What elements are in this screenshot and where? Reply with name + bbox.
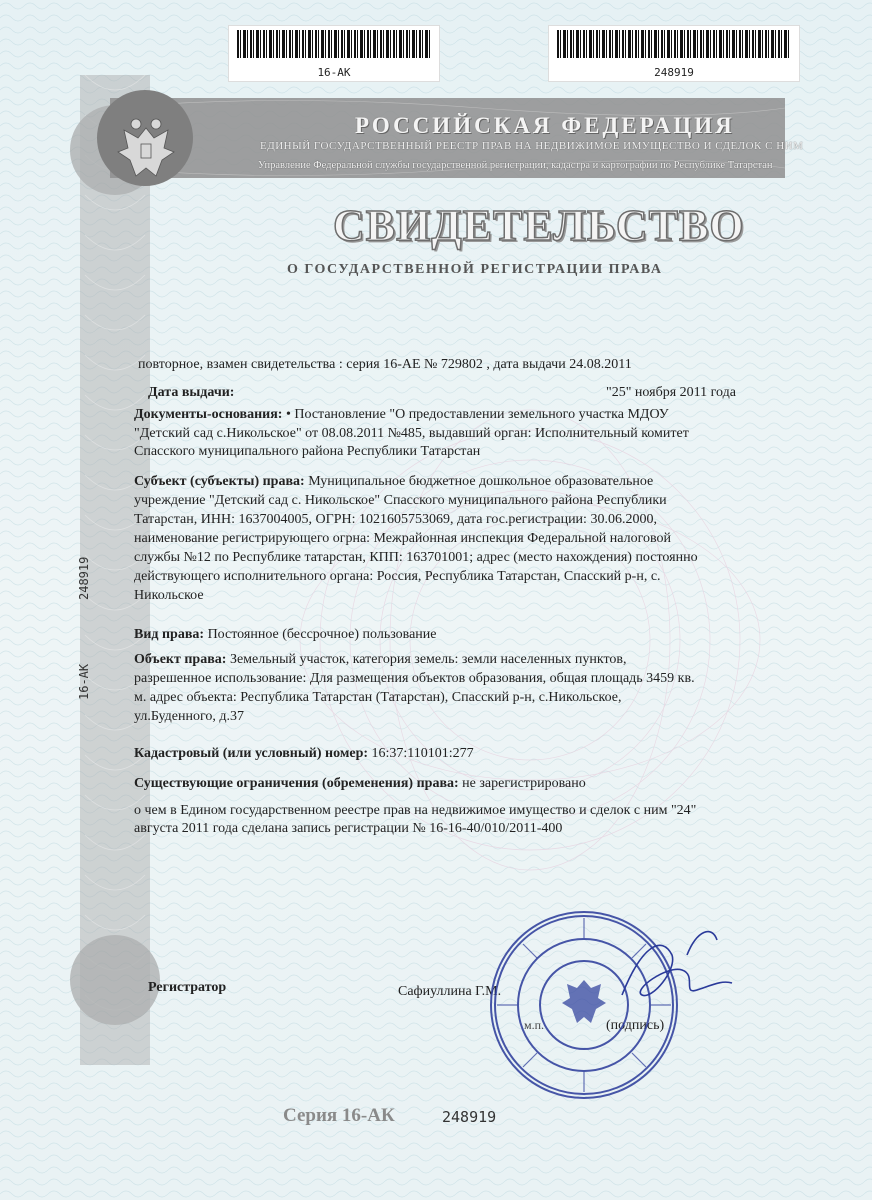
- limits-line: [134, 776, 586, 792]
- double-headed-eagle-emblem: [102, 108, 190, 196]
- signature-label: (подпись): [606, 1018, 665, 1033]
- docs-text-1: • Постановление "О предоставлении земельного участка МДОУ: [282, 407, 669, 422]
- object-text-1: Земельный участок, категория земель: земли населенных пунктов,: [226, 652, 627, 667]
- subject-label: Субъект (субъекты) права:: [134, 474, 305, 489]
- barcode-right-code: 248919: [654, 66, 694, 79]
- registry-name: ЕДИНЫЙ ГОСУДАРСТВЕННЫЙ РЕЕСТР ПРАВ НА НЕДВИЖИМОЕ ИМУЩЕСТВО И СДЕЛОК С НИМ: [260, 140, 804, 152]
- barcode-left: [228, 25, 440, 82]
- certificate-title: СВИДЕТЕЛЬСТВО: [333, 201, 745, 250]
- subject-line-5: службы №12 по Республике татарстан, КПП: 163701001; адрес (место нахождения) постоянно: [134, 550, 698, 565]
- object-label: Объект права:: [134, 652, 227, 667]
- subject-line-3: Татарстан, ИНН: 1637004005, ОГРН: 1021605753069, дата гос.регистрации: 30.06.2000,: [134, 512, 657, 527]
- record-line-2: августа 2011 года сделана запись регистрации № 16-16-40/010/2011-400: [134, 821, 563, 836]
- object-line-3: м. адрес объекта: Республика Татарстан (Татарстан), Спасский р-н, с.Никольское,: [134, 690, 622, 705]
- subject-line-7: Никольское: [134, 588, 204, 603]
- object-line-4: ул.Буденного, д.37: [134, 709, 245, 724]
- repeat-line: повторное, взамен свидетельства : серия 16-АЕ № 729802 , дата выдачи 24.08.2011: [138, 357, 632, 372]
- subject-text-1: Муниципальное бюджетное дошкольное образовательное: [304, 474, 654, 489]
- barcode-bars: [237, 30, 431, 58]
- seal-place-mark: м.п.: [524, 1018, 545, 1032]
- barcode-bars: [557, 30, 791, 58]
- registrar-label: Регистратор: [148, 980, 227, 995]
- cadastral-label: Кадастровый (или условный) номер:: [134, 746, 369, 761]
- right-type-label: Вид права:: [134, 627, 205, 642]
- barcode-left-code: 16-АК: [317, 66, 351, 79]
- right-type-line: [134, 627, 436, 643]
- docs-line-2: "Детский сад с.Никольское" от 08.08.2011 №485, выдавший орган: Исполнительный комитет: [134, 426, 689, 441]
- handwritten-signature: [612, 925, 742, 1015]
- side-number: 248919: [77, 556, 91, 600]
- object-line-1: [134, 652, 627, 668]
- footer-number: 248919: [442, 1108, 497, 1126]
- docs-line-1: [134, 407, 669, 423]
- certificate-subtitle: О ГОСУДАРСТВЕННОЙ РЕГИСТРАЦИИ ПРАВА: [287, 262, 663, 277]
- issue-date-label: Дата выдачи:: [148, 385, 235, 400]
- registrar-name: Сафиуллина Г.М.: [398, 984, 502, 999]
- limits-value: не зарегистрировано: [458, 776, 586, 791]
- right-type-value: Постоянное (бессрочное) пользование: [204, 627, 437, 642]
- object-line-2: разрешенное использование: Для размещения объектов образования, общая площадь 3459 кв.: [134, 671, 695, 686]
- docs-line-3: Спасского муниципального района Республики Татарстан: [134, 444, 481, 459]
- footer-series: Серия 16-АК: [283, 1105, 395, 1126]
- subject-line-2: учреждение "Детский сад с. Никольское" Спасского муниципального района Республики: [134, 493, 667, 508]
- subject-line-4: наименование регистрирующего огрна: Межрайонная инспекция Федеральной налоговой: [134, 531, 672, 546]
- side-series: 16-АК: [77, 663, 91, 700]
- issue-date-value: "25" ноября 2011 года: [606, 385, 736, 400]
- cadastral-line: [134, 746, 474, 762]
- docs-label: Документы-основания:: [134, 407, 283, 422]
- cadastral-value: 16:37:110101:277: [368, 746, 474, 761]
- office-name: Управление Федеральной службы государственной регистрации, кадастра и картографии по Республике Татарстан: [258, 160, 773, 171]
- record-line-1: о чем в Едином государственном реестре прав на недвижимое имущество и сделок с ним "24": [134, 803, 697, 818]
- subject-line-1: [134, 474, 653, 490]
- barcode-right: [548, 25, 800, 82]
- subject-line-6: действующего исполнительного органа: Россия, Республика Татарстан, Спасский р-н, с.: [134, 569, 661, 584]
- limits-label: Существующие ограничения (обременения) права:: [134, 776, 459, 791]
- country-name: РОССИЙСКАЯ ФЕДЕРАЦИЯ: [355, 113, 735, 138]
